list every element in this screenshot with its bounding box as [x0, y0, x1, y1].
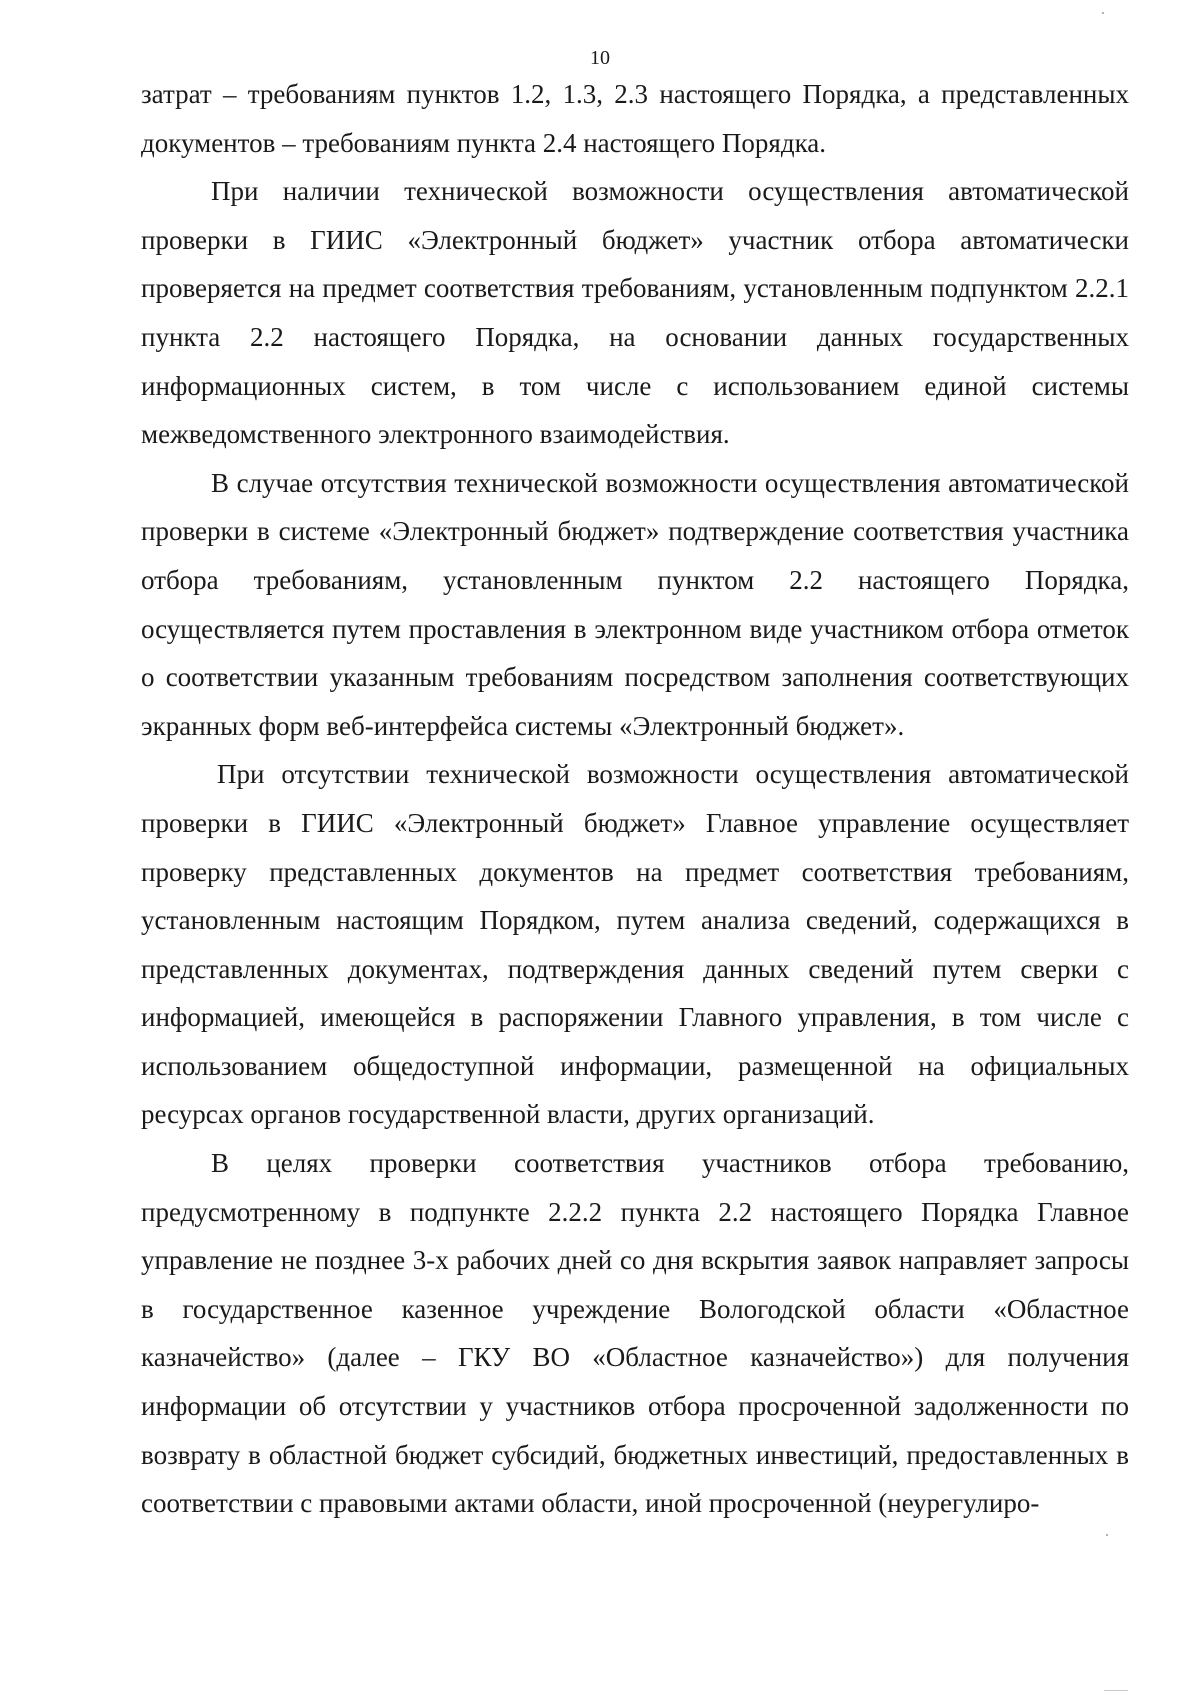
- page-number: 10: [590, 47, 610, 69]
- paragraph-no-automatic-check: В случае отсутствия технической возможности осуществления автоматической проверки в системе «Электронный бюджет» подтверждение соответствия участника отбора требованиям, установленным пунктом 2.2 настоящего Порядка, осуществляется путем проставления в электронном виде участником отбора отметок о соответствии указанным требованиям посредством заполнения соответствующих экранных форм веб-интерфейса системы «Электронный бюджет».: [141, 467, 1129, 741]
- document-body: [141, 70, 1129, 1528]
- scan-edge-mark: [1104, 1690, 1128, 1691]
- scan-speck: [1102, 12, 1104, 14]
- paragraph-document-review: При отсутствии технической возможности осуществления автоматической проверки в ГИИС «Электронный бюджет» Главное управление осуществляет проверку представленных документов на предмет соответствия требованиям, установленным настоящим Порядком, путем анализа сведений, содержащихся в представленных документах, подтверждения данных сведений путем сверки с информацией, имеющейся в распоряжении Главного управления, в том числе с использованием общедоступной информации, размещенной на официальных ресурсах органов государственной власти, других организаций.: [141, 759, 1129, 1130]
- scan-speck: [1106, 1534, 1108, 1536]
- paragraph-continuation: затрат – требованиям пунктов 1.2, 1.3, 2.3 настоящего Порядка, а представленных документов – требованиям пункта 2.4 настоящего Порядка.: [141, 79, 1129, 158]
- paragraph-automatic-check: При наличии технической возможности осуществления автоматической проверки в ГИИС «Электронный бюджет» участник отбора автоматически проверяется на предмет соответствия требованиям, установленным подпунктом 2.2.1 пункта 2.2 настоящего Порядка, на основании данных государственных информационных систем, в том числе с использованием единой системы межведомственного электронного взаимодействия.: [141, 176, 1129, 450]
- paragraph-treasury-request: В целях проверки соответствия участников отбора требованию, предусмотренному в подпункте 2.2.2 пункта 2.2 настоящего Порядка Главное управление не позднее 3-х рабочих дней со дня вскрытия заявок направляет запросы в государственное казенное учреждение Вологодской области «Областное казначейство» (далее – ГКУ ВО «Областное казначейство») для получения информации об отсутствии у участников отбора просроченной задолженности по возврату в областной бюджет субсидий, бюджетных инвестиций, предоставленных в соответствии с правовыми актами области, иной просроченной (неурегулиро-: [141, 1148, 1129, 1519]
